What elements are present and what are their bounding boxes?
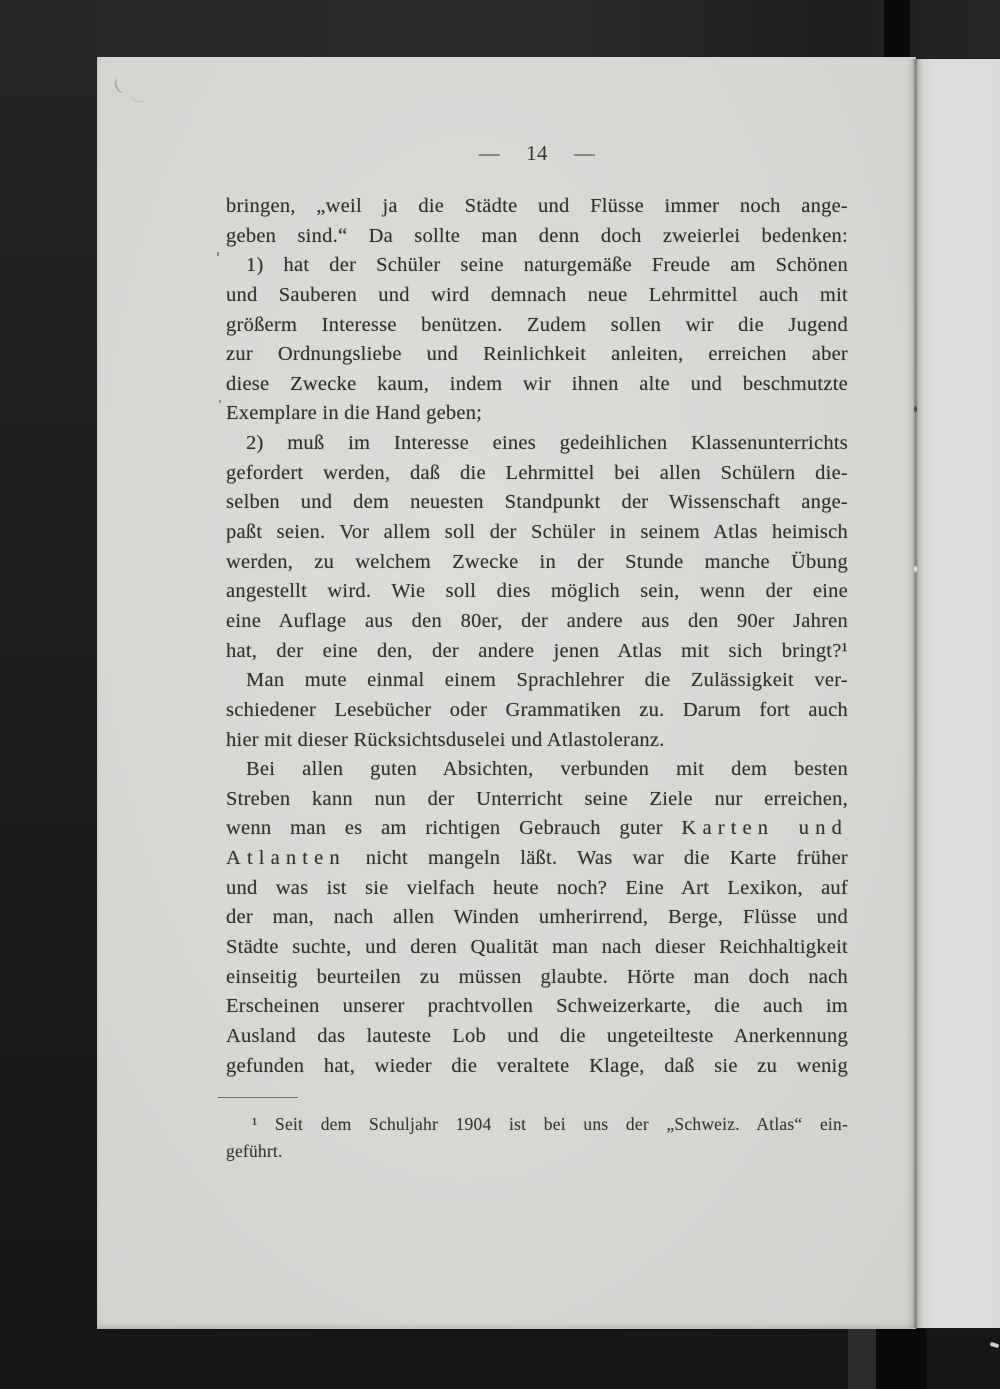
text-line: Exemplare in die Hand geben; — [226, 402, 483, 425]
text-line: geben sind.“ Da sollte man denn doch zweierlei bedenken: — [226, 224, 848, 247]
text-line: schiedener Lesebücher oder Grammatiken zu. Darum fort auch — [226, 698, 848, 721]
text-line: größerm Interesse benützen. Zudem sollen wir die Jugend — [226, 313, 848, 336]
text-line: werden, zu welchem Zwecke in der Stunde manche Übung — [226, 550, 848, 573]
book-page — [97, 57, 916, 1329]
page-number: 14 — [526, 141, 548, 165]
text-line: Städte suchte, und deren Qualität man nach dieser Reichhaltigkeit — [226, 936, 848, 959]
header-dash-left: — — [478, 141, 501, 165]
text-line: einseitig beurteilen zu müssen glaubte. Hörte man doch nach — [226, 965, 848, 988]
text-line: diese Zwecke kaum, indem wir ihnen alte und beschmutzte — [226, 372, 848, 395]
background-gray-strip — [848, 1329, 876, 1389]
text-line: gefunden hat, wieder die veraltete Klage, daß sie zu wenig — [226, 1054, 848, 1077]
pencil-mark — [130, 89, 148, 104]
text-line: und was ist sie vielfach heute noch? Eine Art Lexikon, auf — [226, 876, 848, 899]
text-line: Ausland das lauteste Lob und die ungeteilteste Anerkennung — [226, 1024, 848, 1047]
text-line: Bei allen guten Absichten, verbunden mit dem besten — [246, 758, 848, 781]
text-line: zur Ordnungsliebe und Reinlichkeit anleiten, erreichen aber — [226, 343, 848, 366]
next-page-edge — [916, 59, 1000, 1328]
text-line: selben und dem neuesten Standpunkt der Wissenschaft ange- — [226, 491, 848, 514]
text-segment: wenn man es am richtigen Gebrauch guter — [226, 817, 682, 840]
dust-speck — [914, 406, 917, 412]
text-line: paßt seien. Vor allem soll der Schüler in seinem Atlas heimisch — [226, 521, 848, 544]
pencil-mark — [112, 75, 129, 94]
text-line: der man, nach allen Winden umherirrend, Berge, Flüsse und — [226, 906, 848, 929]
text-line: eine Auflage aus den 80er, der andere aus den 90er Jahren — [226, 609, 848, 632]
text-line: Man mute einmal einem Sprachlehrer die Zulässigkeit ver- — [246, 669, 848, 692]
text-line: Streben kann nun der Unterricht seine Ziele nur erreichen, — [226, 787, 848, 810]
text-line: geführt. — [226, 1141, 283, 1161]
footnote — [226, 1114, 848, 1168]
letterspaced-text: Karten und — [681, 817, 848, 840]
footnote-separator — [218, 1097, 298, 1098]
text-line: und Sauberen und wird demnach neue Lehrmittel auch mit — [226, 283, 848, 306]
text-line: gefordert werden, daß die Lehrmittel bei allen Schülern die- — [226, 461, 848, 484]
scanner-clamp-notch — [884, 0, 910, 59]
text-line: 2) muß im Interesse eines gedeihlichen Klassenunterrichts — [246, 432, 848, 455]
text-line: Erscheinen unserer prachtvollen Schweizerkarte, die auch im — [226, 995, 848, 1018]
text-segment: nicht mangeln läßt. Was war die Karte früher — [345, 847, 848, 870]
ink-speck — [219, 400, 221, 403]
background-black-strip — [876, 1329, 926, 1389]
dust-speck — [914, 566, 917, 572]
text-line — [226, 847, 848, 877]
page-header — [226, 141, 848, 166]
text-line: angestellt wird. Wie soll dies möglich sein, wenn der eine — [226, 580, 848, 603]
body-text — [226, 195, 848, 1084]
scanner-background-left — [0, 0, 97, 1389]
letterspaced-text: Atlanten — [226, 847, 346, 870]
text-line: hier mit dieser Rücksichtsduselei und Atlastoleranz. — [226, 728, 665, 751]
ink-speck — [217, 252, 219, 256]
header-dash-right: — — [573, 141, 596, 165]
text-line: hat, der eine den, der andere jenen Atlas mit sich bringt?¹ — [226, 639, 848, 662]
scanner-background-top — [0, 0, 1000, 58]
text-line — [226, 817, 848, 847]
text-line: bringen, „weil ja die Städte und Flüsse immer noch ange- — [226, 195, 848, 217]
text-line: ¹ Seit dem Schuljahr 1904 ist bei uns der „Schweiz. Atlas“ ein- — [252, 1114, 848, 1134]
page-fold-shadow — [906, 59, 924, 1328]
text-line: 1) hat der Schüler seine naturgemäße Freude am Schönen — [246, 254, 848, 277]
